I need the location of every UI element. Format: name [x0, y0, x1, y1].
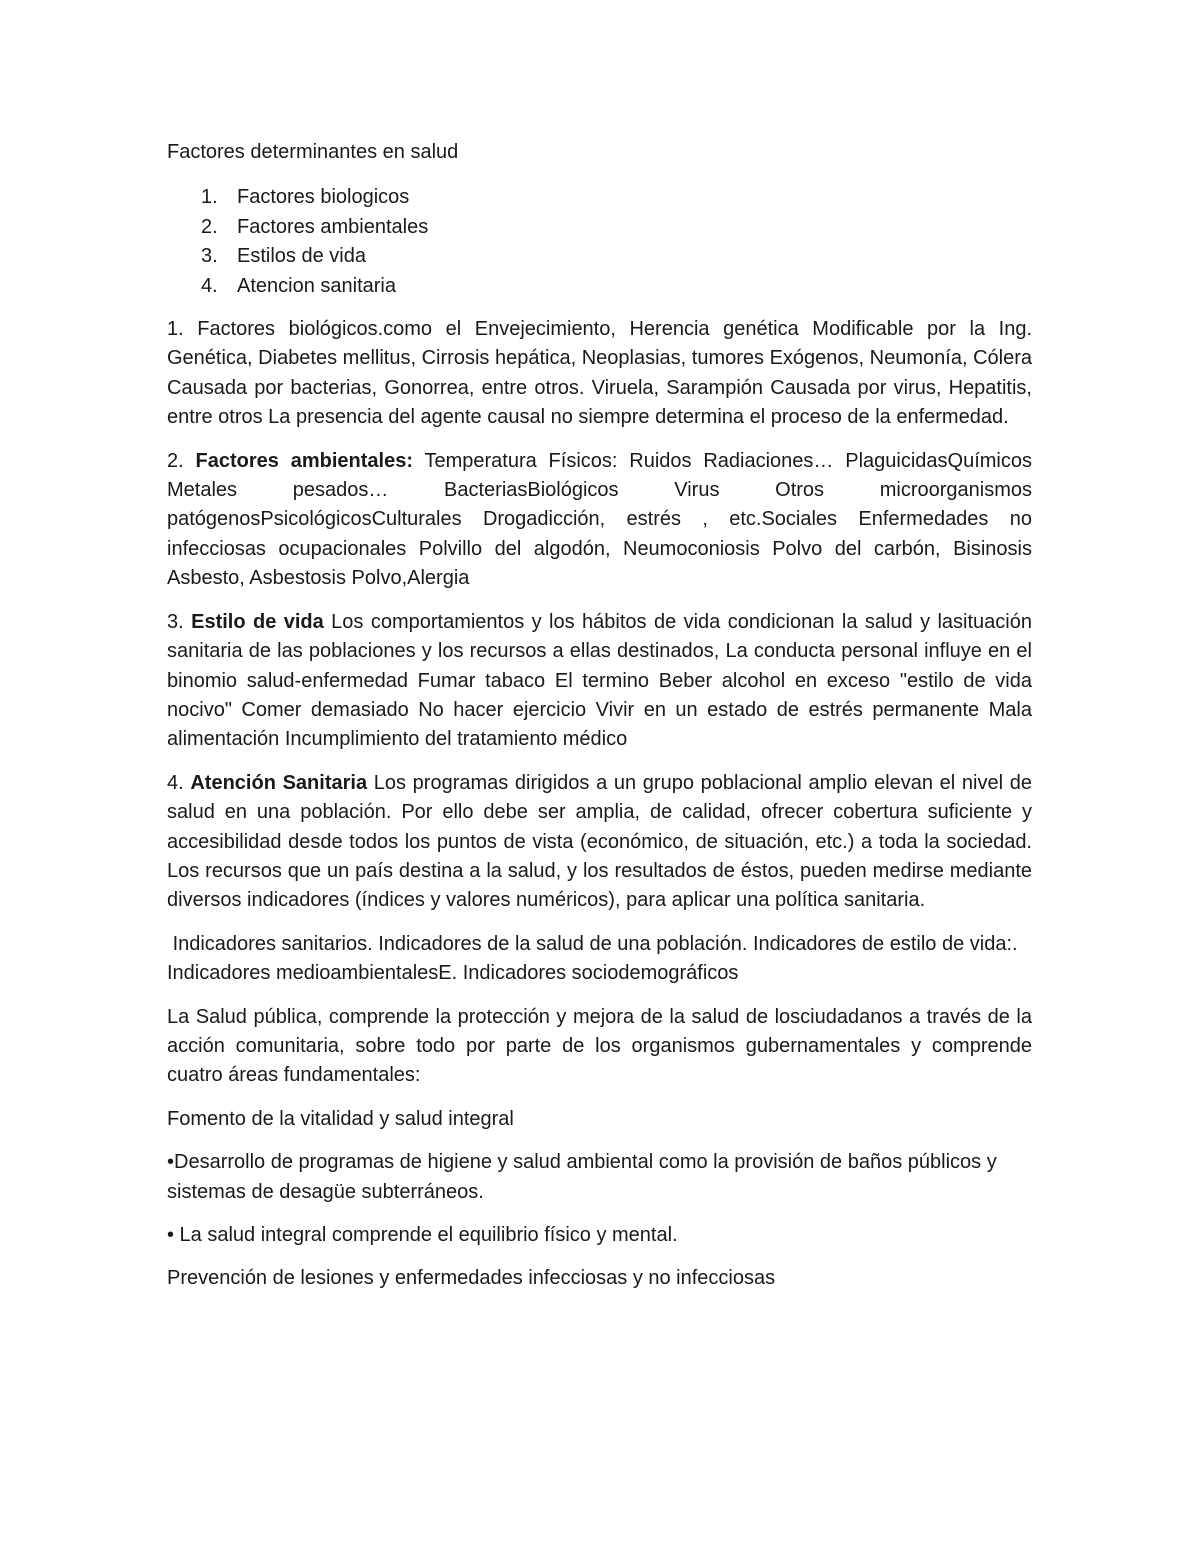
section-heading: Factores ambientales: [195, 449, 413, 472]
list-item: 3. Estilos de vida [201, 245, 366, 268]
section-heading: Estilo de vida [191, 610, 324, 633]
list-item: 1. Factores biologicos [201, 186, 410, 209]
list-item: 4. Atencion sanitaria [201, 274, 396, 297]
document-content [167, 138, 1032, 1308]
bullet-item: • La salud integral comprende el equilibrio físico y mental. [167, 1224, 678, 1246]
section-lifestyle: 3. Estilo de vida Los comportamientos y los hábitos de vida condicionan la salud y lasituación sanitaria de las poblaciones y los recursos a ellas destinados, La conducta personal influye en el binomio salud-enfermedad Fumar tabaco El termino Beber alcohol en exceso "estilo de vida nocivo" Comer demasiado No hacer ejercicio Vivir en un estado de estrés permanente Mala alimentación Incumplimiento del tratamiento médico [167, 610, 1032, 751]
section-health-care: 4. Atención Sanitaria Los programas dirigidos a un grupo poblacional amplio elevan el nivel de salud en una población. Por ello debe ser amplia, de calidad, ofrecer cobertura suficiente y accesibilidad desde todos los puntos de vista (económico, de situación, etc.) a toda la sociedad. Los recursos que un país destina a la salud, y los resultados de éstos, pueden medirse mediante diversos indicadores (índices y valores numéricos), para aplicar una política sanitaria. [167, 771, 1032, 912]
section-heading: Atención Sanitaria [190, 771, 368, 794]
public-health-paragraph: La Salud pública, comprende la protección y mejora de la salud de losciudadanos a través de la acción comunitaria, sobre todo por parte de los organismos gubernamentales y comprende cuatro áreas fundamentales: [167, 1005, 1032, 1087]
fomento-heading: Fomento de la vitalidad y salud integral [167, 1107, 514, 1130]
prevention-heading: Prevención de lesiones y enfermedades infecciosas y no infecciosas [167, 1267, 776, 1290]
list-item: 2. Factores ambientales [201, 215, 429, 238]
bullet-item: •Desarrollo de programas de higiene y salud ambiental como la provisión de baños públicos y sistemas de desagüe subterráneos. [167, 1151, 997, 1203]
section-environmental-factors: 2. Factores ambientales: Temperatura Físicos: Ruidos Radiaciones… PlaguicidasQuímicos Metales pesados… BacteriasBiológicos Virus Otros microorganismos patógenosPsicológicosCulturales Drogadicción, estrés , etc.Sociales Enfermedades no infecciosas ocupacionales Polvillo del algodón, Neumoconiosis Polvo del carbón, Bisinosis Asbesto, Asbestosis Polvo,Alergia [167, 449, 1032, 590]
indicators-paragraph: Indicadores sanitarios. Indicadores de la salud de una población. Indicadores de estilo de vida:. Indicadores medioambientalesE. Indicadores sociodemográficos [167, 932, 1024, 985]
section-biological-factors: 1. Factores biológicos.como el Envejecimiento, Herencia genética Modificable por la Ing. Genética, Diabetes mellitus, Cirrosis hepática, Neoplasias, tumores Exógenos, Neumonía, Cólera Causada por bacterias, Gonorrea, entre otros. Viruela, Sarampión Causada por virus, Hepatitis, entre otros La presencia del agente causal no siempre determina el proceso de la enfermedad. [167, 318, 1032, 429]
document-title: Factores determinantes en salud [167, 141, 459, 163]
factors-list [167, 183, 1032, 301]
